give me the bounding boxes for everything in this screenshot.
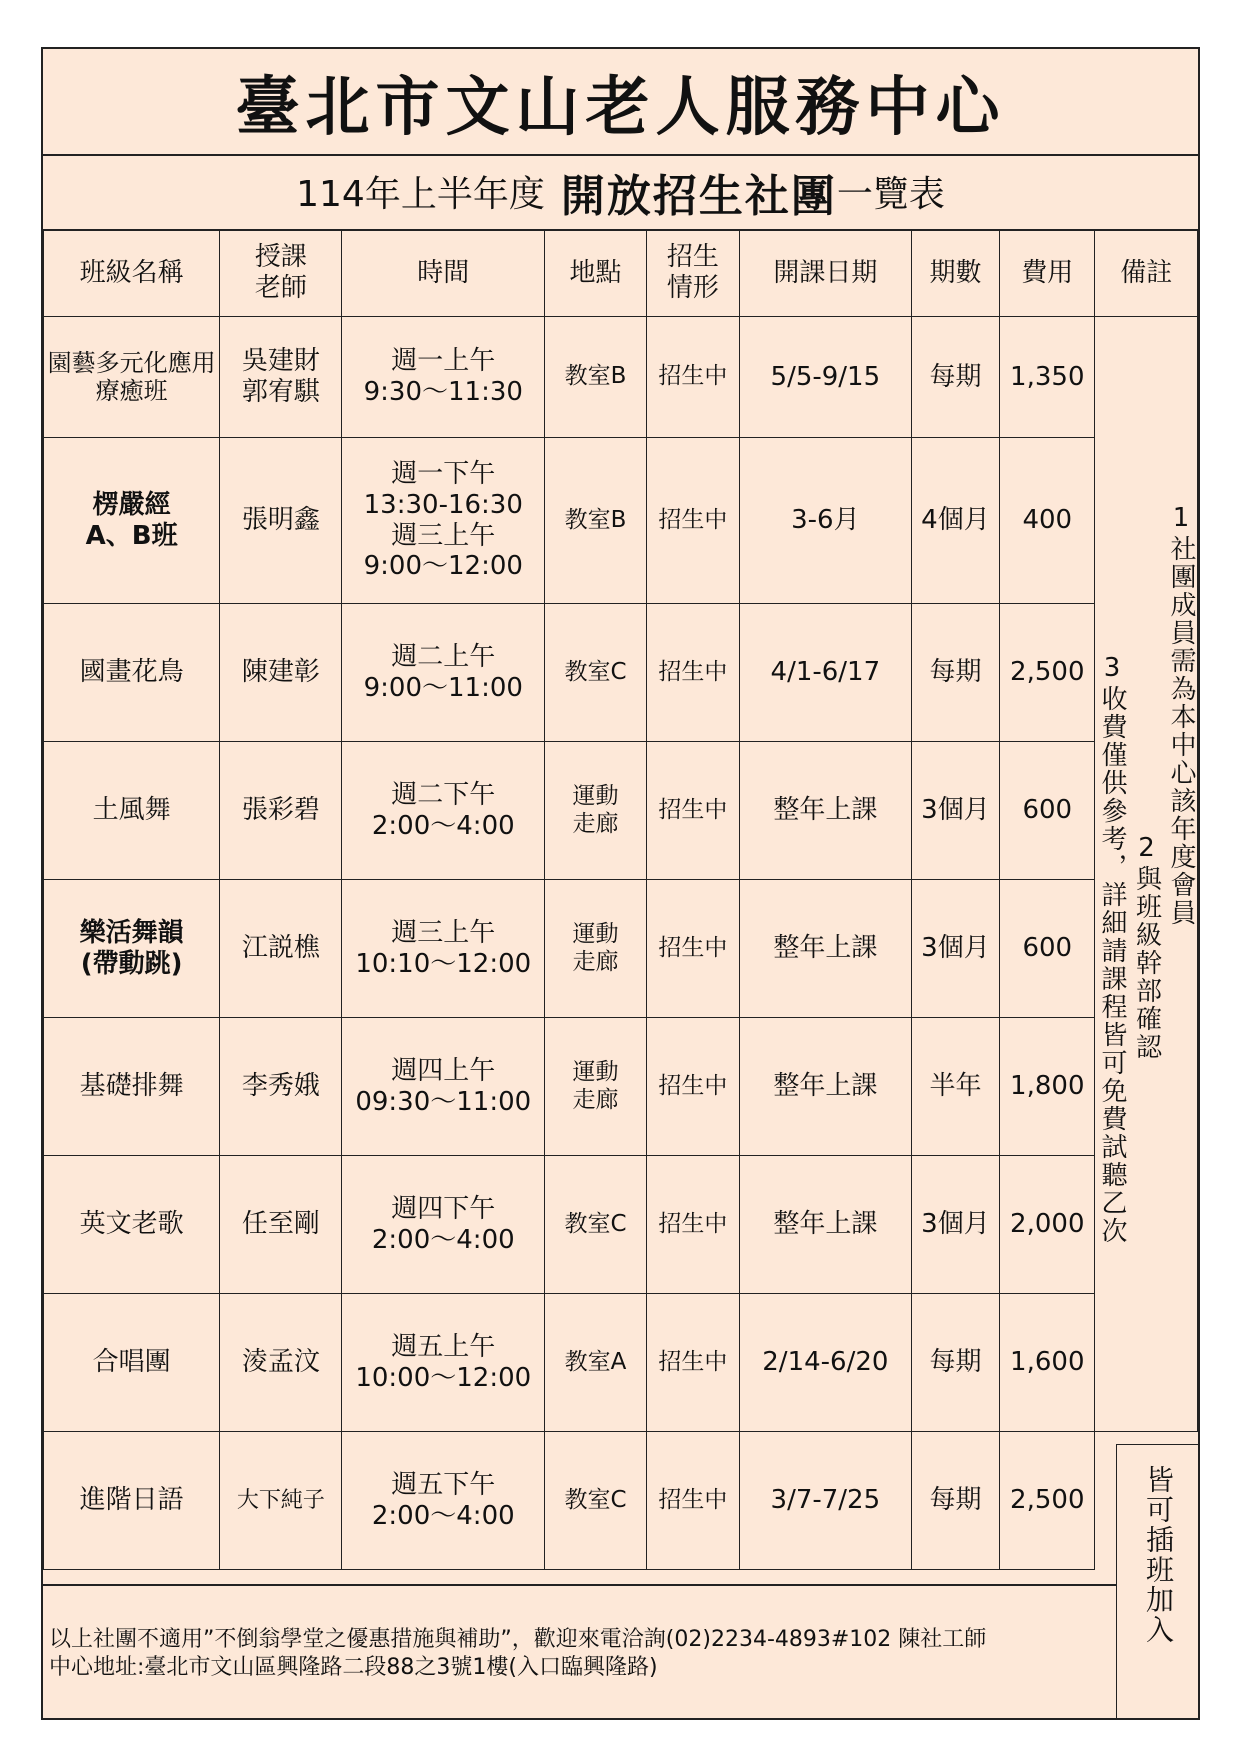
header-status xyxy=(646,230,739,317)
start-date-cell: 3-6月 xyxy=(739,438,911,604)
class-name-cell: 進階日語 xyxy=(44,1432,220,1570)
status-cell: 招生中 xyxy=(646,317,739,438)
header-row xyxy=(44,230,1198,317)
term-cell: 每期 xyxy=(911,1432,999,1570)
start-date-cell: 4/1-6/17 xyxy=(739,604,911,742)
time-cell: 週二上午 9:00～11:00 xyxy=(342,604,545,742)
note-cell xyxy=(1095,317,1198,1432)
class-name-cell: 國畫花鳥 xyxy=(44,604,220,742)
table-row xyxy=(44,1156,1198,1294)
class-name-cell: 基礎排舞 xyxy=(44,1018,220,1156)
location-cell: 運動 走廊 xyxy=(545,1018,647,1156)
location-cell: 運動 走廊 xyxy=(545,742,647,880)
fee-cell: 2,500 xyxy=(1000,1432,1095,1570)
table-row xyxy=(44,1432,1198,1570)
term-cell: 每期 xyxy=(911,1294,999,1432)
flyer-sheet xyxy=(41,47,1200,1720)
class-name-cell: 楞嚴經 A、B班 xyxy=(44,438,220,604)
header-term: 期數 xyxy=(911,230,999,317)
teacher-cell: 任至剛 xyxy=(220,1156,342,1294)
table-row xyxy=(44,604,1198,742)
header-teacher-label: 授課老師 xyxy=(254,242,307,303)
note-1: 1社團成員需為本中心該年度會員 xyxy=(1165,503,1196,927)
time-cell: 週一上午 9:30～11:30 xyxy=(342,317,545,438)
start-date-cell: 整年上課 xyxy=(739,742,911,880)
location-cell: 運動 走廊 xyxy=(545,880,647,1018)
fee-cell: 400 xyxy=(1000,438,1095,604)
status-cell: 招生中 xyxy=(646,1018,739,1156)
table-row xyxy=(44,317,1198,438)
class-name-cell: 合唱團 xyxy=(44,1294,220,1432)
fee-cell: 600 xyxy=(1000,880,1095,1018)
class-name-cell: 土風舞 xyxy=(44,742,220,880)
table-row xyxy=(44,742,1198,880)
header-note: 備註 xyxy=(1095,230,1198,317)
header-status-label: 招生情形 xyxy=(666,242,719,303)
subtitle-suffix: 一覽表 xyxy=(836,174,945,215)
location-cell: 教室C xyxy=(545,1156,647,1294)
subtitle-row xyxy=(43,154,1198,231)
start-date-cell: 3/7-7/25 xyxy=(739,1432,911,1570)
teacher-cell: 李秀娥 xyxy=(220,1018,342,1156)
table-row xyxy=(44,1294,1198,1432)
footer xyxy=(43,1584,1117,1722)
teacher-cell: 陳建彰 xyxy=(220,604,342,742)
fee-cell: 600 xyxy=(1000,742,1095,880)
start-date-cell: 整年上課 xyxy=(739,1018,911,1156)
table-row xyxy=(44,438,1198,604)
header-start-date: 開課日期 xyxy=(739,230,911,317)
teacher-cell: 吳建財 郭宥騏 xyxy=(220,317,342,438)
table-row xyxy=(44,1018,1198,1156)
term-cell: 每期 xyxy=(911,604,999,742)
class-name-cell: 樂活舞韻 (帶動跳) xyxy=(44,880,220,1018)
class-name-cell: 園藝多元化應用療癒班 xyxy=(44,317,220,438)
status-cell: 招生中 xyxy=(646,604,739,742)
term-cell: 4個月 xyxy=(911,438,999,604)
time-cell: 週三上午 10:10～12:00 xyxy=(342,880,545,1018)
time-cell: 週一下午 13:30-16:30 週三上午 9:00～12:00 xyxy=(342,438,545,604)
time-cell: 週四下午 2:00～4:00 xyxy=(342,1156,545,1294)
term-cell: 3個月 xyxy=(911,742,999,880)
status-cell: 招生中 xyxy=(646,438,739,604)
subtitle-prefix: 114年上半年度 xyxy=(296,174,545,215)
table-row xyxy=(44,880,1198,1018)
course-table xyxy=(43,229,1198,1570)
status-cell: 招生中 xyxy=(646,1432,739,1570)
fee-cell: 1,350 xyxy=(1000,317,1095,438)
term-cell: 每期 xyxy=(911,317,999,438)
teacher-cell: 張明鑫 xyxy=(220,438,342,604)
fee-cell: 2,000 xyxy=(1000,1156,1095,1294)
page-title: 臺北市文山老人服務中心 xyxy=(235,70,1006,145)
time-cell: 週二下午 2:00～4:00 xyxy=(342,742,545,880)
start-date-cell: 整年上課 xyxy=(739,880,911,1018)
time-cell: 週五下午 2:00～4:00 xyxy=(342,1432,545,1570)
teacher-cell: 大下純子 xyxy=(220,1432,342,1570)
class-name-cell: 英文老歌 xyxy=(44,1156,220,1294)
term-cell: 3個月 xyxy=(911,1156,999,1294)
fee-cell: 2,500 xyxy=(1000,604,1095,742)
footer-contact: 以上社團不適用”不倒翁學堂之優惠措施與補助”，歡迎來電洽詢(02)2234-4893#102 陳社工師 xyxy=(49,1627,987,1652)
header-teacher xyxy=(220,230,342,317)
start-date-cell: 2/14-6/20 xyxy=(739,1294,911,1432)
note-2: 2與班級幹部確認 xyxy=(1131,833,1162,1061)
location-cell: 教室B xyxy=(545,317,647,438)
status-cell: 招生中 xyxy=(646,1156,739,1294)
status-cell: 招生中 xyxy=(646,880,739,1018)
time-cell: 週四上午 09:30～11:00 xyxy=(342,1018,545,1156)
status-cell: 招生中 xyxy=(646,1294,739,1432)
join-note-cell xyxy=(1116,1444,1200,1720)
header-time: 時間 xyxy=(342,230,545,317)
title-row xyxy=(43,49,1198,156)
join-note: 皆可插班加入 xyxy=(1142,1465,1175,1645)
fee-cell: 1,800 xyxy=(1000,1018,1095,1156)
status-cell: 招生中 xyxy=(646,742,739,880)
header-fee: 費用 xyxy=(1000,230,1095,317)
subtitle-main: 開放招生社團 xyxy=(560,170,837,222)
location-cell: 教室C xyxy=(545,1432,647,1570)
location-cell: 教室B xyxy=(545,438,647,604)
teacher-cell: 張彩碧 xyxy=(220,742,342,880)
start-date-cell: 5/5-9/15 xyxy=(739,317,911,438)
note-3: 3收費僅供參考，詳細請課程皆可免費試聽乙次 xyxy=(1096,653,1127,1245)
header-class-name: 班級名稱 xyxy=(44,230,220,317)
header-location: 地點 xyxy=(545,230,647,317)
term-cell: 3個月 xyxy=(911,880,999,1018)
teacher-cell: 江説樵 xyxy=(220,880,342,1018)
term-cell: 半年 xyxy=(911,1018,999,1156)
fee-cell: 1,600 xyxy=(1000,1294,1095,1432)
teacher-cell: 淩孟汶 xyxy=(220,1294,342,1432)
course-rows xyxy=(44,317,1198,1570)
location-cell: 教室A xyxy=(545,1294,647,1432)
location-cell: 教室C xyxy=(545,604,647,742)
time-cell: 週五上午 10:00～12:00 xyxy=(342,1294,545,1432)
footer-address: 中心地址:臺北市文山區興隆路二段88之3號1樓(入口臨興隆路) xyxy=(49,1655,658,1680)
start-date-cell: 整年上課 xyxy=(739,1156,911,1294)
